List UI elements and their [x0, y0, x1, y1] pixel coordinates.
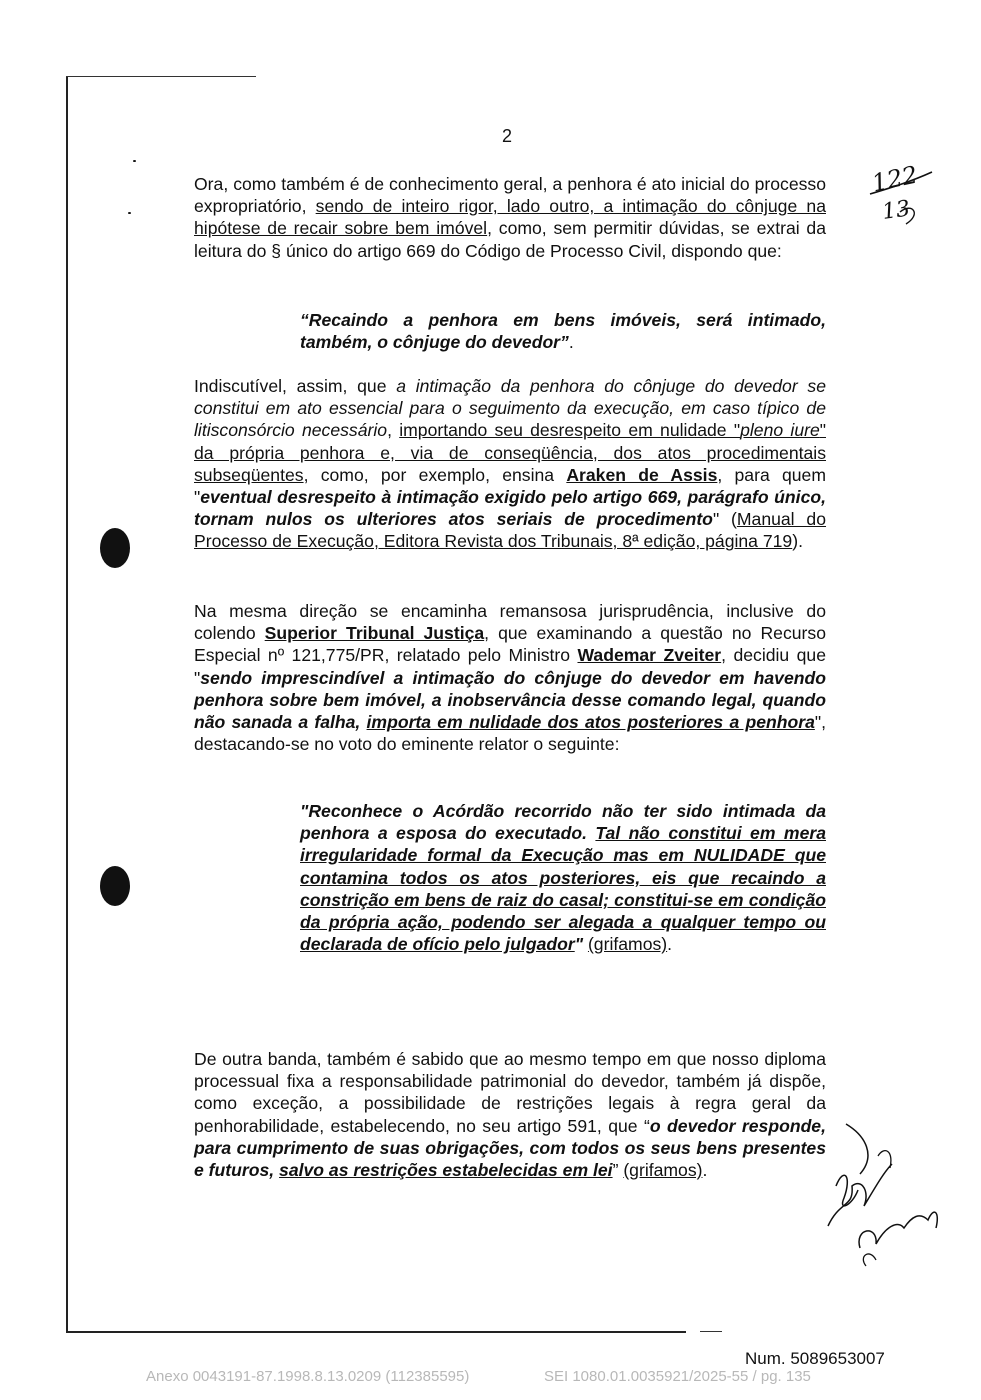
handwritten-page-stamp [860, 158, 940, 238]
q2-text-c: " [574, 934, 588, 955]
p2-text-a: Indiscutível, assim, que [194, 376, 397, 396]
p2-underlined-2: " da própria penhora e, via de conseqüência, dos atos procedimentais subseqüentes [194, 420, 826, 485]
q1-text: “Recaindo a penhora em bens imóveis, será intimado, também, o cônjuge do devedor” [300, 310, 826, 353]
p4-end: . [702, 1160, 708, 1181]
paragraph-1 [194, 173, 826, 262]
p3-decision: sendo imprescindível a intimação do cônjuge do devedor em havendo penhora sobre bem imóvel, a inobservância desse comando legal, quando não sanada a falha, [194, 667, 826, 733]
footer-sei: SEI 1080.01.0035921/2025-55 / pg. 135 [544, 1368, 811, 1385]
p4-text-d: ” [612, 1160, 624, 1181]
p2-text-g: , como, por exemplo, ensina [303, 464, 567, 485]
p2-text-m: ). [792, 531, 803, 552]
p2-author: Araken de Assis [566, 464, 718, 485]
p2-reference: Manual do Processo de Execução, Editora Revista dos Tribunais, 8ª edição, página 719 [194, 509, 827, 552]
p2-pleno-iure: pleno iure [740, 420, 820, 441]
paragraph-4 [194, 1048, 826, 1181]
page-border-bottom-fragment [700, 1331, 722, 1332]
p1-text-a: Ora, como também é de conhecimento geral, a penhora é ato inicial do processo expropriatório, [194, 174, 826, 217]
page-border-left [66, 76, 68, 1332]
page-number: 2 [502, 126, 513, 146]
p2-text-i: , para quem " [194, 464, 826, 508]
p3-text-h: ", destacando-se no voto do eminente relator o seguinte: [194, 712, 826, 755]
p3-text-a: Na mesma direção se encaminha remansosa jurisprudência, inclusive do colendo [194, 601, 826, 644]
p4-quote: o devedor responde, para cumprimento de suas obrigações, com todos os seus bens presentes e futuros, [194, 1115, 826, 1181]
p3-decision-underlined: importa em nulidade dos atos posteriores a penhora [366, 712, 815, 733]
p3-court: Superior Tribunal Justiça [264, 623, 485, 644]
scan-speck [128, 212, 131, 214]
p2-underlined-1: importando seu desrespeito em nulidade " [399, 420, 741, 441]
page-border-bottom [66, 1331, 686, 1333]
p1-text-c: , como, sem permitir dúvidas, se extrai da leitura do § único do artigo 669 do Código de Processo Civil, dispondo que: [194, 218, 826, 261]
quote-2 [300, 800, 826, 955]
paragraph-3 [194, 600, 826, 755]
stamp-number-top: 122 [869, 160, 921, 198]
q2-text-a: "Reconhece o Acórdão recorrido não ter sido intimada da penhora a esposa do executado. [300, 801, 826, 844]
document-number: Num. 5089653007 [745, 1349, 885, 1368]
p2-text-c: , [387, 420, 400, 441]
scan-speck [133, 160, 136, 162]
p4-quote-underlined: salvo as restrições estabelecidas em lei [279, 1160, 613, 1181]
p3-text-e: , decidiu que " [194, 645, 826, 688]
stamp-number-bottom: 13 [880, 196, 912, 225]
q2-grifamos: (grifamos) [587, 934, 668, 955]
paragraph-2 [194, 375, 826, 553]
p4-grifamos: (grifamos) [623, 1160, 703, 1181]
q2-underlined: Tal não constitui em mera irregularidade formal da Execução mas em NULIDADE que contamina todos os atos posteriores, eis que recaindo a constrição em bens de raiz do casal; constitui-se em condição da própria ação, podendo ser alegada a qualquer tempo ou declarada de ofício pelo julgador [300, 823, 826, 955]
binder-hole-top [100, 528, 130, 568]
footer-annex: Anexo 0043191-87.1998.8.13.0209 (112385595) [146, 1368, 470, 1385]
p2-italic: a intimação da penhora do cônjuge do devedor se constitui em ato essencial para o seguimento da execução, em caso típico de litisconsórcio necessário [194, 376, 826, 441]
p2-text-k: " ( [712, 509, 737, 530]
p3-text-c: , que examinando a questão no Recurso Especial nº 121,775/PR, relatado pelo Ministro [194, 623, 826, 666]
handwritten-signature [818, 1116, 948, 1276]
p1-underlined: sendo de inteiro rigor, lado outro, a intimação do cônjuge na hipótese de recair sobre bem imóvel [194, 196, 826, 239]
binder-hole-bottom [100, 866, 130, 906]
page-border-top [66, 76, 256, 77]
p4-text-a: De outra banda, também é sabido que ao mesmo tempo em que nosso diploma processual fixa a responsabilidade patrimonial do devedor, também já dispõe, como exceção, a possibilidade de restrições legais à regra geral da penhorabilidade, estabelecendo, no seu artigo 591, que “ [194, 1049, 826, 1136]
p2-citation: eventual desrespeito à intimação exigido pelo artigo 669, parágrafo único, tornam nulos os ulteriores atos seriais de procedimento [194, 487, 826, 530]
q1-end: . [568, 332, 574, 353]
q2-end: . [667, 934, 673, 955]
quote-1 [300, 309, 826, 353]
p3-minister: Wademar Zveiter [577, 645, 722, 666]
